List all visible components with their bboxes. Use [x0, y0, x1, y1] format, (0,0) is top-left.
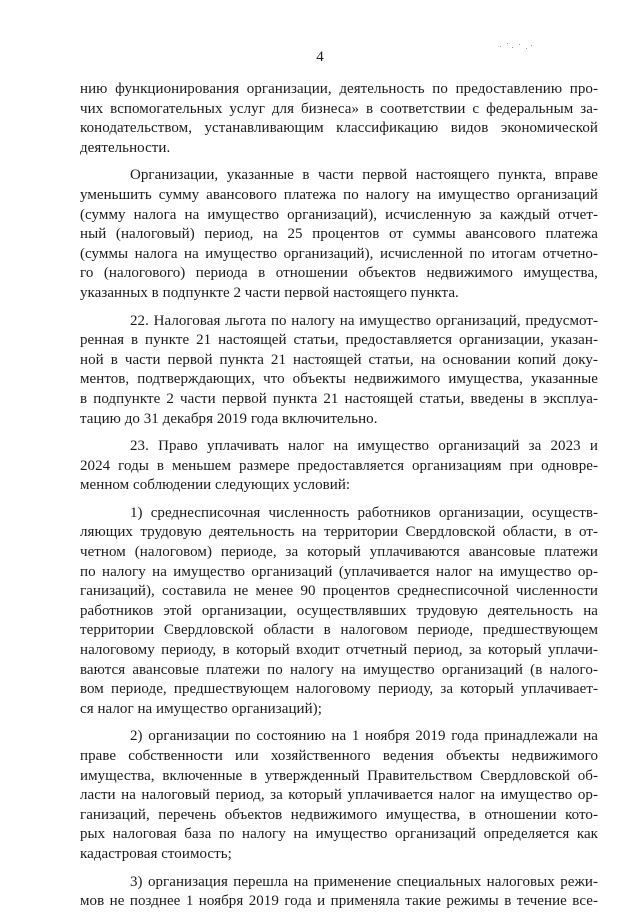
- text-line: ный (налоговый) период, на 25 процентов от суммы авансового платежа: [80, 226, 598, 243]
- text-line: указанных в подпункте 2 части первой настоящего пункта.: [80, 284, 459, 301]
- text-line: 1) среднесписочная численность работников организации, осуществ-: [130, 504, 598, 521]
- text-line: кадастровая стоимость;: [80, 845, 232, 862]
- text-line: 2024 годы в меньшем размере предоставляется организациям при одновре-: [80, 457, 598, 474]
- text-line: Организации, указанные в части первой настоящего пункта, вправе: [130, 167, 598, 184]
- text-line: (сумму налога на имущество организаций), исчисленную за каждый отчет-: [80, 206, 598, 223]
- paragraph-continuation: [80, 80, 598, 158]
- text-line: в подпункте 2 части первой пункта 21 настоящей статьи, введены в эксплуа-: [80, 390, 598, 407]
- text-line: чих вспомогательных услуг для бизнеса» в соответствии с федеральным за-: [80, 100, 598, 117]
- text-line: нию функционирования организации, деятельность по предоставлению про-: [80, 81, 598, 97]
- text-line: имущества, включенные в утвержденный Правительством Свердловской об-: [80, 767, 598, 784]
- paragraph-item-23: [80, 437, 598, 496]
- text-line: тацию до 31 декабря 2019 года включительно.: [80, 410, 378, 427]
- text-line: мов не позднее 1 ноября 2019 года и применяла такие режимы в течение все-: [80, 893, 598, 910]
- document-body: [80, 80, 598, 912]
- text-line: ганизаций), составила не менее 90 процентов среднесписочной численности: [80, 583, 598, 600]
- paragraph-condition-2: [80, 727, 598, 864]
- paragraph-item-22: [80, 312, 598, 430]
- text-line: ся налог на имущество организаций);: [80, 700, 322, 717]
- text-line: ганизаций, перечень объектов недвижимого имущества, в отношении кото-: [80, 806, 598, 823]
- text-line: территории Свердловской области в налоговом периоде, предшествующем: [80, 622, 598, 639]
- text-line: праве собственности или хозяйственного ведения объекты недвижимого: [80, 748, 598, 764]
- text-line: ласти на налоговый период, за который уплачивается налог на имущество ор-: [80, 787, 598, 804]
- text-line: ренная в пункте 21 настоящей статьи, предоставляется организации, указан-: [80, 332, 598, 349]
- paragraph-condition-3: [80, 873, 598, 912]
- text-line: деятельности.: [80, 139, 171, 156]
- text-line: 2) организации по состоянию на 1 ноября 2019 года принадлежали на: [130, 728, 598, 745]
- text-line: ментов, подтверждающих, что объекты недвижимого имущества, указанные: [80, 371, 598, 388]
- text-line: 22. Налоговая льгота по налогу на имущество организаций, предусмот-: [130, 312, 598, 329]
- text-line: по налогу на имущество организаций (уплачивается налог на имущество ор-: [80, 563, 598, 580]
- text-line: менном соблюдении следующих условий:: [80, 477, 351, 494]
- paragraph-condition-1: [80, 504, 598, 720]
- page-number: 4: [316, 49, 324, 65]
- text-line: ной в части первой пункта 21 настоящей статьи, на основании копий доку-: [80, 351, 598, 368]
- text-line: конодательством, устанавливающим классификацию видов экономической: [80, 120, 598, 137]
- text-line: (суммы налога на имущество организаций), исчисленной по итогам отчетно-: [80, 245, 598, 262]
- text-line: го (налогового) периода в отношении объектов недвижимого имущества,: [80, 265, 598, 282]
- text-line: четном (налоговом) периоде, за который уплачиваются авансовые платежи: [80, 544, 598, 561]
- text-line: 3) организация перешла на применение специальных налоговых режи-: [130, 873, 598, 890]
- text-line: рых налоговая база по налогу на имущество организаций определяется как: [80, 826, 598, 843]
- paragraph-organizations-reduce: [80, 166, 598, 303]
- scan-speck-mark: [498, 40, 538, 52]
- text-line: работников этой организации, осуществлявших трудовую деятельность на: [80, 602, 598, 619]
- text-line: ваются авансовые платежи по налогу на имущество организаций (в налого-: [80, 661, 598, 678]
- text-line: налоговому периоду, в который входит отчетный период, за который уплачи-: [80, 642, 598, 659]
- text-line: вом периоде, предшествующем налоговому периоду, за который уплачивает-: [80, 681, 598, 698]
- text-line: ляющих трудовую деятельность на территории Свердловской области, в от-: [80, 524, 598, 541]
- text-line: 23. Право уплачивать налог на имущество организаций за 2023 и: [130, 438, 598, 455]
- text-line: уменьшить сумму авансового платежа по налогу на имущество организаций: [80, 186, 598, 203]
